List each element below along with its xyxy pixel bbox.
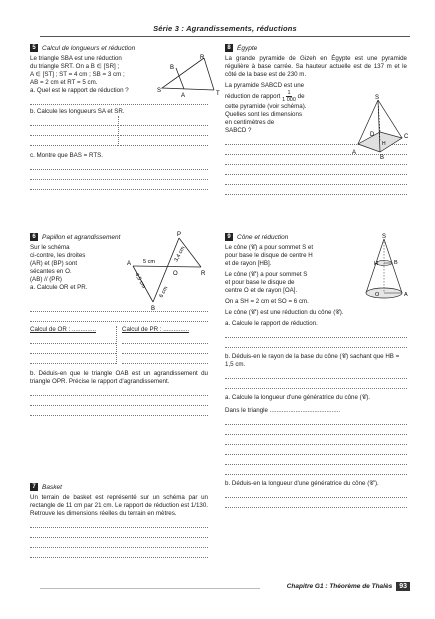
text-line: Le cône (𝒞') est une réduction du cône (𝒞).: [225, 309, 344, 316]
text-line: (AR) et (BP) sont: [30, 260, 78, 267]
calc-or-label: Calcul de OR : ..............: [30, 326, 97, 333]
answer-line[interactable]: [225, 445, 407, 455]
answer-line[interactable]: [30, 354, 116, 364]
answer-line[interactable]: [120, 126, 208, 136]
calc-pr-label: Calcul de PR : ...............: [122, 326, 190, 333]
answer-line[interactable]: [30, 116, 118, 126]
label-a: A: [127, 261, 132, 267]
answer-line[interactable]: [225, 369, 407, 379]
text-line: Sur le schéma: [30, 244, 70, 251]
text-fragment: de: [297, 93, 305, 101]
question-a: a. Calcule le rapport de réduction.: [225, 320, 318, 327]
label-o: O: [173, 271, 178, 277]
exercise-8-intro: La grande pyramide de Gizeh en Égypte est une pyramide régulière à base carrée. Sa hauteur actuelle est de 137 m et le côté de la base est de 230 m.: [225, 55, 407, 78]
answer-area: [30, 116, 208, 146]
label-s: S: [375, 95, 380, 101]
exercise-8-number: 8: [225, 44, 233, 52]
header-rule: [40, 36, 410, 37]
chapter-title: Chapitre G1 : Théorème de Thalès: [286, 583, 393, 590]
text-line: AB = 2 cm et RT = 5 cm.: [30, 79, 98, 86]
answer-line[interactable]: [225, 328, 407, 338]
text-line: pour base le disque de centre H: [225, 252, 313, 259]
text-line: en centimètres de: [225, 119, 275, 126]
label-a: A: [404, 292, 408, 298]
exercise-8-question: [225, 82, 347, 135]
answer-line[interactable]: [225, 338, 407, 348]
question-b: b. Déduis-en le rayon de la base du cône (𝒞) sachant que HB = 1,5 cm.: [225, 353, 400, 368]
pyramid-figure: [350, 94, 410, 160]
answer-line[interactable]: [30, 396, 208, 406]
answer-line[interactable]: [30, 136, 118, 146]
exercise-7-text: Un terrain de basket est représenté sur un schéma par un rectangle de 11 cm par 21 cm. Le rapport de réduction est 1/130. Retrouve les dimensions réelles du terrain en mètres.: [30, 494, 208, 517]
answer-line[interactable]: [30, 548, 208, 558]
length-ob: 6 cm: [158, 285, 170, 299]
exercise-8-title: Égypte: [237, 44, 258, 52]
answer-line[interactable]: [225, 435, 407, 445]
answer-line[interactable]: [225, 175, 407, 185]
question-generatrix: a. Calcule la longueur d'une génératrice du cône (𝒞).: [225, 394, 370, 401]
label-s: S: [382, 234, 387, 240]
text-line: du triangle SRT. On a B ∈ [SR] ;: [30, 63, 120, 70]
exercise-9-number: 9: [225, 233, 233, 241]
text-line: On a SH = 2 cm et SO = 6 cm.: [225, 298, 309, 305]
exercise-5-title-row: [30, 44, 208, 52]
label-c: C: [404, 134, 409, 140]
exercise-7-number: 7: [30, 483, 38, 491]
label-b: B: [151, 306, 156, 310]
question-a: a. Quel est le rapport de réduction ?: [30, 87, 129, 94]
text-line: ci-contre, les droites: [30, 252, 86, 259]
answer-line[interactable]: [225, 415, 407, 425]
answer-line[interactable]: [30, 180, 208, 190]
question-generatrix-reduced: b. Déduis-en la longueur d'une génératrice du cône (𝒞').: [225, 480, 379, 487]
exercise-7-title-row: [30, 483, 208, 491]
answer-line[interactable]: [30, 538, 208, 548]
exercise-6-title: Papillon et agrandissement: [42, 233, 121, 241]
exercise-8-title-row: [225, 44, 407, 52]
label-a: A: [181, 93, 186, 98]
answer-line[interactable]: [30, 126, 118, 136]
text-line: (AB) // (PR): [30, 276, 62, 283]
exercise-7-title: Basket: [42, 483, 62, 491]
label-o: O: [375, 292, 380, 298]
answer-line[interactable]: [30, 334, 116, 344]
answer-line[interactable]: [225, 165, 407, 175]
exercise-9-intro: [225, 244, 360, 295]
question-c: c. Montre que BAS = RTS.: [30, 152, 103, 159]
answer-line[interactable]: [225, 488, 407, 498]
text-line: Le cône (𝒞) a pour sommet S et: [225, 244, 314, 251]
answer-line[interactable]: [30, 344, 116, 354]
question-b: b. Calcule les longueurs SA et SR.: [30, 108, 125, 115]
text-line: La pyramide SABCD est une: [225, 82, 305, 89]
answer-line[interactable]: [122, 354, 208, 364]
page-footer: [287, 582, 410, 591]
answer-line[interactable]: [120, 136, 208, 146]
label-r: R: [201, 271, 206, 277]
question-b: b. Déduis-en que le triangle OAB est un agrandissement du triangle OPR. Précise le rapport d'agrandissement.: [30, 370, 208, 385]
exercise-7: [30, 483, 208, 558]
answer-line[interactable]: [30, 386, 208, 396]
label-s: S: [157, 88, 162, 94]
text-fragment: réduction de rapport: [225, 93, 281, 101]
fraction-numerator: 1: [287, 90, 291, 96]
answer-line[interactable]: [225, 465, 407, 475]
label-h: H: [382, 141, 386, 147]
exercise-6-intro: [30, 244, 98, 292]
text-line: cette pyramide (voir schéma).: [225, 103, 307, 110]
exercise-5-title: Calcul de longueurs et réduction: [42, 44, 136, 52]
answer-line[interactable]: [225, 379, 407, 389]
label-b: B: [380, 155, 385, 160]
page-header-title: Série 3 : Agrandissements, réductions: [153, 24, 297, 33]
text-line: [225, 90, 347, 103]
label-p: P: [177, 232, 182, 238]
answer-line[interactable]: [30, 160, 208, 170]
text-line: Le cône (𝒞') a pour sommet S: [225, 271, 308, 278]
label-h: H: [374, 261, 378, 267]
answer-line[interactable]: [30, 312, 208, 322]
exercise-6-number: 6: [30, 233, 38, 241]
question-a: a. Calcule OR et PR.: [30, 284, 88, 291]
answer-line[interactable]: [122, 334, 208, 344]
length-ab: 4,5 cm: [133, 272, 147, 290]
text-line: sécantes en O.: [30, 268, 72, 275]
triangle-prompt: Dans le triangle .........................................: [225, 407, 341, 414]
label-b: B: [394, 260, 398, 266]
text-line: SABCD ?: [225, 127, 252, 134]
label-t: T: [216, 91, 220, 97]
cone-figure: [362, 233, 412, 303]
ratio-fraction: [282, 90, 296, 103]
label-b: B: [170, 65, 175, 71]
text-line: A ∈ [ST] ; ST = 4 cm ; SB = 3 cm ;: [30, 71, 125, 78]
text-line: centre O et de rayon [OA].: [225, 287, 298, 294]
exercise-5-number: 5: [30, 44, 38, 52]
length-ao: 5 cm: [143, 259, 155, 265]
label-d: D: [370, 132, 375, 138]
answer-line[interactable]: [122, 344, 208, 354]
butterfly-figure: [95, 230, 213, 310]
footer-rule: [40, 588, 260, 589]
answer-line[interactable]: [225, 425, 407, 435]
text-line: et de rayon [HB].: [225, 260, 272, 267]
answer-line[interactable]: [225, 185, 407, 195]
fraction-denominator: 1 000: [282, 97, 296, 103]
answer-line[interactable]: [30, 518, 208, 528]
answer-line[interactable]: [225, 455, 407, 465]
text-line: Quelles sont les dimensions: [225, 111, 303, 118]
answer-line[interactable]: [30, 406, 208, 416]
triangle-srt-figure: [156, 54, 222, 98]
exercise-5-intro: [30, 55, 155, 95]
answer-line[interactable]: [225, 498, 407, 508]
answer-line[interactable]: [30, 170, 208, 180]
page-number: 93: [396, 582, 410, 591]
label-r: R: [200, 55, 205, 61]
exercise-9-title: Cône et réduction: [237, 233, 289, 241]
label-a: A: [352, 150, 357, 156]
text-line: Le triangle SBA est une réduction: [30, 55, 122, 62]
answer-line[interactable]: [120, 116, 208, 126]
answer-line[interactable]: [30, 528, 208, 538]
text-line: et pour base le disque de: [225, 279, 295, 286]
calc-area: [30, 326, 208, 364]
length-op: 3,4 cm: [173, 245, 187, 263]
